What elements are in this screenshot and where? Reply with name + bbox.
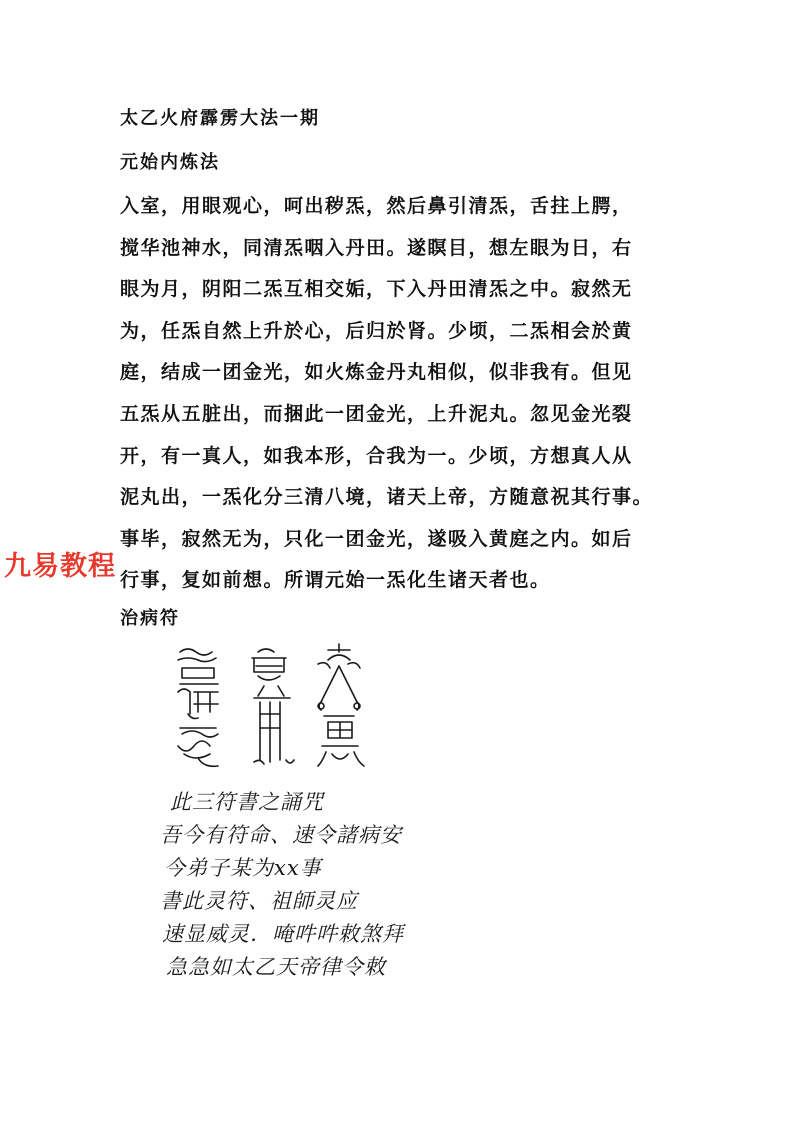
watermark-logo: 九易教程 bbox=[4, 551, 116, 582]
document-title: 太乙火府霹雳大法一期 bbox=[120, 108, 320, 129]
talisman-glyph-right bbox=[318, 644, 364, 766]
body-line: 眼为月，阴阳二炁互相交姤，下入丹田清炁之中。寂然无 bbox=[120, 278, 633, 301]
handwritten-line: 急急如太乙天帝律令敕 bbox=[166, 955, 386, 979]
handwritten-line: 今弟子某为xx事 bbox=[164, 856, 322, 880]
handwritten-line: 速显威灵．唵吽吽敕煞拜 bbox=[162, 922, 404, 946]
talisman-glyph-middle bbox=[252, 649, 294, 764]
body-line: 泥丸出，一炁化分三清八境，诸天上帝，方随意祝其行事。 bbox=[120, 486, 654, 509]
body-line: 庭，结成一团金光，如火炼金丹丸相似，似非我有。但见 bbox=[120, 361, 633, 384]
body-line: 搅华池神水，同清炁咽入丹田。遂瞑目，想左眼为日，右 bbox=[120, 236, 633, 259]
handwritten-incantation bbox=[160, 786, 480, 984]
body-line: 事毕，寂然无为，只化一团金光，遂吸入黄庭之内。如后 bbox=[120, 527, 633, 550]
talisman-glyph-left bbox=[178, 649, 218, 766]
talisman-heading: 治病符 bbox=[120, 608, 180, 629]
body-line: 为，任炁自然上升於心，后归於肾。少顷，二炁相会於黄 bbox=[120, 319, 633, 342]
talisman-seal-icon bbox=[168, 642, 388, 782]
body-line: 五炁从五脏出，而捆此一团金光，上升泥丸。忽见金光裂 bbox=[120, 402, 633, 425]
handwritten-line: 書此灵符、祖師灵应 bbox=[160, 889, 358, 913]
body-text bbox=[120, 186, 680, 602]
handwritten-line: 吾今有符命、速令諸病安 bbox=[160, 823, 402, 847]
handwritten-line: 此三符書之誦咒 bbox=[170, 790, 324, 814]
body-line: 入室，用眼观心，呵出秽炁，然后鼻引清炁，舌拄上腭， bbox=[120, 195, 633, 217]
body-line: 开，有一真人，如我本形，合我为一。少顷，方想真人从 bbox=[120, 444, 633, 467]
section-subtitle: 元始内炼法 bbox=[120, 152, 220, 173]
body-line: 行事，复如前想。所谓元始一炁化生诸天者也。 bbox=[120, 569, 551, 592]
